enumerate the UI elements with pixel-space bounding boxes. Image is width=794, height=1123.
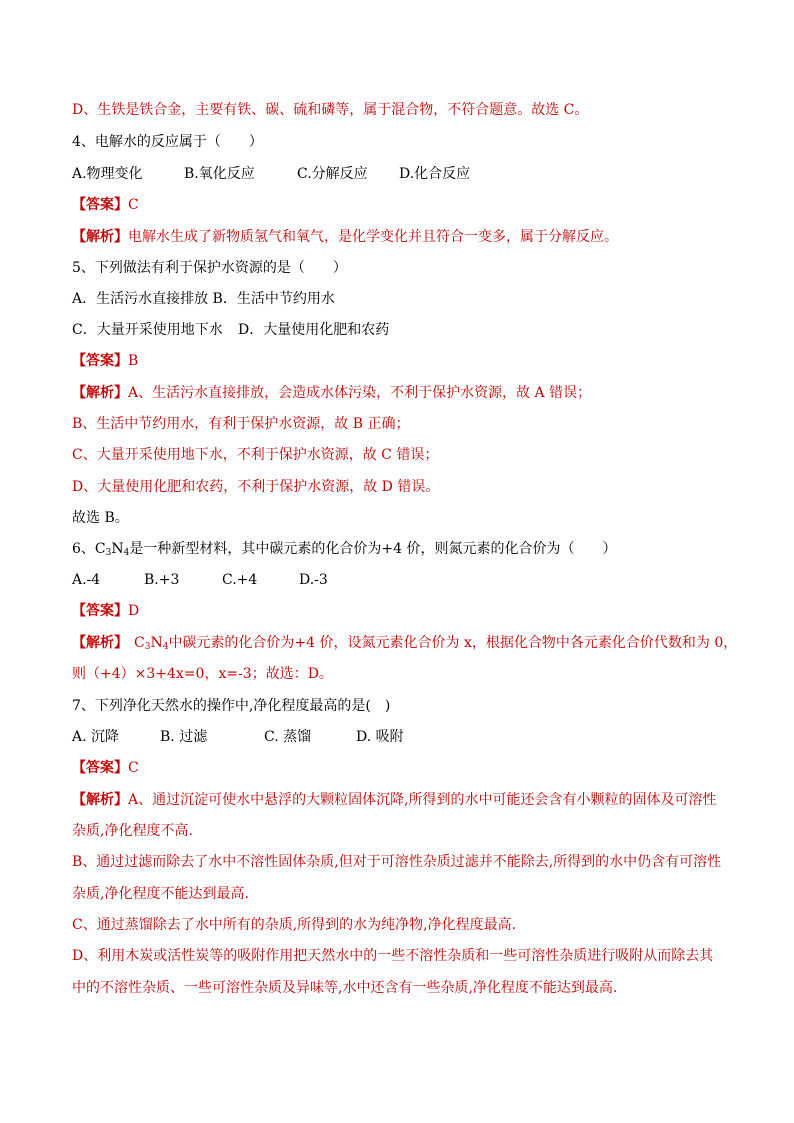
q6-analysis-formula-c-sub: 3 <box>144 642 151 652</box>
q5-analysis-a-text: A、生活污水直接排放，会造成水体污染，不利于保护水资源，故 A 错误； <box>128 385 592 401</box>
q4-analysis <box>72 227 734 249</box>
q5-conclusion: 故选 B。 <box>72 510 129 526</box>
q5-options-line2 <box>72 320 734 342</box>
q7-analysis-b: B、通过过滤而除去了水中不溶性固体杂质,但对于可溶性杂质过滤并不能除去,所得到的水中仍含有可溶性 <box>72 854 722 870</box>
analysis-tag: 【解析】 <box>72 229 128 245</box>
q6-analysis-formula-n-sub: 4 <box>162 642 169 652</box>
answer-tag: 【答案】 <box>72 760 128 776</box>
q5-analysis-a <box>72 383 734 405</box>
q6-analysis-formula-n: N <box>150 635 163 651</box>
q5-option-d: D．大量使用化肥和农药 <box>238 322 390 338</box>
q7-option-d: D. 吸附 <box>356 729 404 745</box>
q7-option-b: B. 过滤 <box>160 729 208 745</box>
q4-stem: 4、电解水的反应属于（ ） <box>72 134 263 150</box>
q4-option-a: A.物理变化 <box>72 166 143 182</box>
q7-analysis-d: D、利用木炭或活性炭等的吸附作用把天然水中的一些不溶性杂质和一些可溶性杂质进行吸附从而除去其 <box>72 948 714 964</box>
q5-analysis-c: C、大量开采使用地下水，不利于保护水资源，故 C 错误； <box>72 447 439 463</box>
q7-analysis-a-text: A、通过沉淀可使水中悬浮的大颗粒固体沉降,所得到的水中可能还会含有小颗粒的固体及可溶性 <box>128 792 717 808</box>
q5-stem: 5、下列做法有利于保护水资源的是（ ） <box>72 260 347 276</box>
q6-formula-n-sub: 4 <box>123 548 130 558</box>
q7-answer <box>72 758 734 780</box>
q6-analysis-line2: 则（+4）×3+4x=0，x=-3；故选：D。 <box>72 666 333 682</box>
answer-tag: 【答案】 <box>72 603 128 619</box>
q7-options <box>72 727 734 749</box>
q7-answer-value: C <box>128 760 139 776</box>
q6-formula-c: C <box>94 541 106 557</box>
q5-analysis-d: D、大量使用化肥和农药，不利于保护水资源，故 D 错误。 <box>72 479 440 495</box>
q6-answer-value: D <box>128 603 140 619</box>
q6-options <box>72 570 734 592</box>
q6-analysis-formula-c: C <box>134 635 145 651</box>
q4-answer <box>72 195 734 217</box>
q6-stem-rest: 是一种新型材料，其中碳元素的化合价为+4 价，则氮元素的化合价为（ ） <box>129 541 617 557</box>
q6-option-b: B.+3 <box>144 572 180 588</box>
answer-tag: 【答案】 <box>72 353 128 369</box>
q4-option-d: D.化合反应 <box>399 166 471 182</box>
analysis-tag: 【解析】 <box>72 792 128 808</box>
q6-analysis <box>72 633 738 655</box>
q7-analysis-a-cont: 杂质,净化程度不高. <box>72 823 193 839</box>
answer-tag: 【答案】 <box>72 197 128 213</box>
q6-formula-c-sub: 3 <box>105 548 112 558</box>
q7-analysis-d-cont: 中的不溶性杂质、一些可溶性杂质及异味等,水中还含有一些杂质,净化程度不能达到最高. <box>72 980 618 996</box>
q6-formula-n: N <box>111 541 124 557</box>
q5-option-c: C．大量开采使用地下水 <box>72 322 223 338</box>
q4-options <box>72 164 734 186</box>
q5-analysis-b: B、生活中节约用水，有利于保护水资源，故 B 正确； <box>72 416 410 432</box>
q6-option-c: C.+4 <box>222 572 258 588</box>
q6-stem-prefix: 6、 <box>72 541 95 557</box>
analysis-tag: 【解析】 <box>72 635 128 651</box>
q7-analysis-b-cont: 杂质,净化程度不能达到最高. <box>72 886 249 902</box>
prev-analysis-tail: D、生铁是铁合金，主要有铁、碳、硫和磷等，属于混合物，不符合题意。故选 C。 <box>72 102 589 118</box>
q7-option-c: C. 蒸馏 <box>264 729 312 745</box>
q5-answer <box>72 351 734 373</box>
q7-analysis-c: C、通过蒸馏除去了水中所有的杂质,所得到的水为纯净物,净化程度最高. <box>72 917 517 933</box>
q6-option-a: A.-4 <box>72 572 101 588</box>
q4-option-c: C.分解反应 <box>297 166 368 182</box>
q7-stem: 7、下列净化天然水的操作中,净化程度最高的是( ) <box>72 698 391 714</box>
q7-option-a: A. 沉降 <box>72 729 120 745</box>
analysis-tag: 【解析】 <box>72 385 128 401</box>
q5-options-line1: A．生活污水直接排放 B．生活中节约用水 <box>72 291 335 307</box>
q6-analysis-text: 中碳元素的化合价为+4 价，设氮元素化合价为 x，根据化合物中各元素化合价代数和为 0， <box>168 635 738 651</box>
q4-analysis-text: 电解水生成了新物质氢气和氧气，是化学变化并且符合一变多，属于分解反应。 <box>128 229 618 245</box>
q5-answer-value: B <box>128 353 139 369</box>
q4-answer-value: C <box>128 197 139 213</box>
q6-stem <box>72 539 734 561</box>
q4-option-b: B.氧化反应 <box>184 166 255 182</box>
q6-option-d: D.-3 <box>299 572 328 588</box>
q7-analysis-a <box>72 790 734 812</box>
q6-answer <box>72 601 734 623</box>
